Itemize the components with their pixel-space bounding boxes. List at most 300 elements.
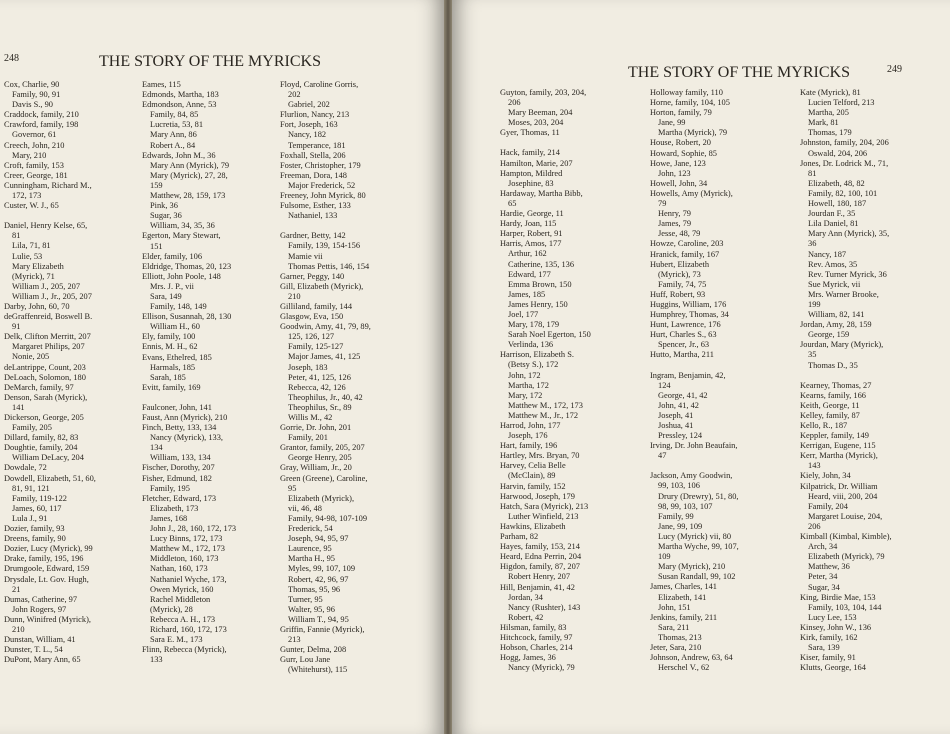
index-entry: Kiely, John, 34 [800,471,851,481]
index-subentry: 172, 173 [12,191,42,201]
index-entry: Fisher, Edmund, 182 [142,473,212,483]
index-subentry: Mary, 210 [12,150,47,160]
index-entry: Edmondson, Anne, 53 [142,100,217,110]
index-subentry: Lila, 71, 81 [12,241,51,251]
index-entry: Cox, Charlie, 90 [4,80,60,89]
index-entry: Guyton, family, 203, 204, [500,88,587,97]
index-entry: Kirk, family, 162 [800,632,858,642]
index-subentry: Rev. Turner Myrick, 36 [808,269,887,279]
index-entry: Floyd, Caroline Gorris, [280,80,359,89]
index-subentry: Thomas D., 35 [808,360,858,370]
index-subentry: Mary (Myrick), 210 [658,562,726,572]
index-subentry: Emma Brown, 150 [508,279,572,289]
index-entry: Flinn, Rebecca (Myrick), [142,645,227,655]
index-subentry: James, 79 [658,219,692,229]
index-subentry: 210 [288,291,301,301]
index-subentry: Temperance, 181 [288,140,346,150]
index-subentry: Mary Ann (Myrick), 79 [150,160,230,170]
index-entry: Darby, John, 60, 70 [4,301,70,311]
index-subentry: Susan Randall, 99, 102 [658,572,736,582]
index-entry: Keith, George, 11 [800,400,860,410]
index-subentry: Lucy Lee, 153 [808,612,857,622]
index-entry: Edmonds, Martha, 183 [142,90,219,100]
index-subentry: (Betsy S.), 172 [508,360,559,370]
index-entry: Eames, 115 [142,80,181,89]
index-entry: Harvey, Celia Belle [500,461,566,471]
index-entry: Hilsman, family, 83 [500,622,567,632]
index-subentry: Peter, 41, 125, 126 [288,372,351,382]
index-subentry: Elizabeth, 141 [658,592,707,602]
index-subentry: 213 [288,635,301,645]
index-entry: Howze, Caroline, 203 [650,239,724,249]
index-entry: Gorrie, Dr. John, 201 [280,423,352,433]
index-subentry: 125, 126, 127 [288,332,335,342]
index-entry: Harwood, Joseph, 179 [500,491,575,501]
index-subentry: Theophilus, Sr., 89 [288,402,352,412]
index-subentry: 206 [808,521,821,531]
index-entry: Jones, Dr. Lodrick M., 71, [800,158,889,168]
index-subentry: Martha, 172 [508,380,549,390]
index-subentry: Nathaniel Wyche, 173, [150,574,227,584]
index-entry: Gurr, Lou Jane [280,655,331,665]
index-entry: Elder, family, 106 [142,251,203,261]
index-entry: Faulconer, John, 141 [142,402,212,412]
index-entry: Harris, Amos, 177 [500,239,562,249]
index-subentry: Margaret Louise, 204, [808,511,883,521]
index-entry: Jordan, Amy, 28, 159 [800,320,872,330]
index-subentry: William J., Jr., 205, 207 [12,291,92,301]
index-subentry: Elizabeth (Myrick), 79 [808,552,885,562]
index-entry: Ely, family, 100 [142,332,196,342]
index-entry: Hampton, Mildred [500,168,563,178]
index-subentry: (Myrick), 28 [150,604,193,614]
index-entry: Dozier, family, 93 [4,524,65,534]
index-entry: Dumas, Catherine, 97 [4,594,78,604]
index-subentry: John Rogers, 97 [12,604,67,614]
index-subentry: Matthew, 28, 159, 173 [150,191,226,201]
index-subentry: Drury (Drewry), 51, 80, [658,491,739,501]
index-subentry: Rev. Amos, 35 [808,259,858,269]
index-subentry: 81 [12,231,21,241]
index-entry: Kilpatrick, Dr. William [800,481,878,491]
index-entry: Kerrigan, Eugene, 115 [800,441,876,451]
index-subentry: Joseph, 183 [288,362,328,372]
index-subentry: Laurence, 95 [288,544,332,554]
index-subentry: 141 [12,402,25,412]
index-entry: Doughtie, family, 204 [4,443,78,453]
index-subentry: Martha H., 95 [288,554,335,564]
index-subentry: Family, 201 [288,433,328,443]
index-section-gap [800,371,940,381]
index-subentry: 133 [150,655,163,665]
index-subentry: Lila Daniel, 81 [808,219,859,229]
index-subentry: Margaret Philips, 207 [12,342,85,352]
index-column [800,88,940,673]
index-subentry: Sara, 139 [808,643,840,653]
running-head-left: THE STORY OF THE MYRICKS [99,53,321,70]
index-subentry: 124 [658,380,671,390]
index-subentry: 202 [288,90,301,100]
index-subentry: Middleton, 160, 173 [150,554,219,564]
index-subentry: Family, 204 [808,501,848,511]
index-entry: Jenkins, family, 211 [650,612,718,622]
index-subentry: Henry, 79 [658,209,691,219]
index-entry: Hutto, Martha, 211 [650,350,714,360]
index-section-gap [650,461,790,471]
index-entry: Kate (Myrick), 81 [800,88,861,97]
index-subentry: Mary (Myrick), 27, 28, [150,170,228,180]
index-subentry: Sugar, 34 [808,582,840,592]
index-subentry: Sara, 211 [658,622,690,632]
index-columns-right [500,88,940,673]
index-subentry: Joseph, 94, 95, 97 [288,534,349,544]
index-subentry: Mark, 81 [808,118,839,128]
index-subentry: Elizabeth, 173 [150,503,199,513]
index-subentry: James, 168 [150,513,188,523]
index-subentry: Robert A., 84 [150,140,196,150]
index-subentry: Lucien Telford, 213 [808,98,875,108]
index-subentry: 159 [150,180,163,190]
page-number-right: 249 [887,64,902,75]
index-entry: Harrison, Elizabeth S. [500,350,574,360]
index-entry: Drysdale, Lt. Gov. Hugh, [4,574,89,584]
index-subentry: Jesse, 48, 79 [658,229,701,239]
index-entry: Keppler, family, 149 [800,431,869,441]
index-subentry: Jourdan F., 35 [808,209,856,219]
index-subentry: Rebecca, 42, 126 [288,382,346,392]
index-subentry: Jordan, 34 [508,592,543,602]
index-entry: Evans, Ethelred, 185 [142,352,212,362]
index-entry: Foxhall, Stella, 206 [280,150,346,160]
index-entry: Crawford, family, 198 [4,120,79,130]
index-subentry: Nonie, 205 [12,352,50,362]
index-entry: Hamilton, Marie, 207 [500,158,573,168]
index-section-gap [500,138,640,148]
index-entry: Johnson, Andrew, 63, 64 [650,653,733,663]
index-entry: Evitt, family, 169 [142,382,201,392]
index-section-gap [142,393,270,403]
index-subentry: Thomas, 213 [658,632,702,642]
index-subentry: Lula J., 91 [12,513,48,523]
index-entry: Drake, family, 195, 196 [4,554,84,564]
index-entry: Dunstan, William, 41 [4,635,76,645]
index-entry: Harper, Robert, 91 [500,229,563,239]
index-subentry: 81, 91, 121 [12,483,50,493]
index-entry: Hitchcock, family, 97 [500,632,573,642]
index-subentry: Mary, 178, 179 [508,320,560,330]
index-subentry: Rebecca A. H., 173 [150,614,216,624]
index-entry: Hardie, George, 11 [500,209,564,219]
index-entry: Eldridge, Thomas, 20, 123 [142,261,232,271]
index-entry: Horne, family, 104, 105 [650,98,730,108]
index-subentry: 143 [808,461,821,471]
index-subentry: Nathaniel, 133 [288,211,338,221]
index-entry: Hayes, family, 153, 214 [500,542,580,552]
index-subentry: 91 [12,322,21,332]
index-subentry: Family, 205 [12,423,52,433]
index-subentry: George, 41, 42 [658,390,708,400]
index-entry: Jeter, Sara, 210 [650,642,702,652]
index-entry: deGraffenreid, Boswell B. [4,312,93,322]
index-entry: Holloway family, 110 [650,88,723,97]
index-section-gap [650,361,790,371]
index-subentry: Jane, 99, 109 [658,521,703,531]
index-subentry: John, 151 [658,602,691,612]
index-entry: Huff, Robert, 93 [650,289,706,299]
index-subentry: Thomas Pettis, 146, 154 [288,261,370,271]
index-subentry: Family, 90, 91 [12,90,61,100]
index-entry: Howe, Jane, 123 [650,158,706,168]
index-entry: Hunt, Lawrence, 176 [650,320,721,330]
index-subentry: James Henry, 150 [508,299,568,309]
index-subentry: Nancy (Myrick), 133, [150,433,224,443]
index-entry: Kearns, family, 166 [800,390,866,400]
index-entry: deLantrippe, Count, 203 [4,362,86,372]
index-subentry: Mrs. J. P., vii [150,281,194,291]
index-subentry: Family, 99 [658,511,694,521]
index-entry: Kiser, family, 91 [800,653,856,663]
index-entry: Elliott, John Poole, 148 [142,271,221,281]
index-entry: Dickerson, George, 205 [4,413,84,422]
index-entry: Foster, Christopher, 179 [280,160,361,170]
index-subentry: Sara E. M., 173 [150,635,203,645]
index-subentry: Sara, 149 [150,291,182,301]
index-subentry: Walter, 95, 96 [288,604,335,614]
index-subentry: Arthur, 162 [508,249,547,259]
index-subentry: 151 [150,241,163,251]
index-subentry: Mary Beeman, 204 [508,108,573,118]
index-subentry: Family, 195 [150,483,190,493]
index-entry: Klutts, George, 164 [800,663,866,673]
book-gutter [444,0,452,734]
index-subentry: Mrs. Warner Brooke, [808,289,879,299]
index-entry: Hill, Benjamin, 41, 42 [500,582,575,592]
index-subentry: Major James, 41, 125 [288,352,361,362]
index-subentry: 79 [658,199,667,209]
index-subentry: Mary Ann (Myrick), 35, [808,229,890,239]
index-subentry: Joel, 177 [508,309,539,319]
index-entry: Dowdell, Elizabeth, 51, 60, [4,473,96,483]
index-entry: Hobson, Charles, 214 [500,643,573,653]
index-subentry: Pink, 36 [150,201,178,211]
index-subentry: 65 [508,198,517,208]
index-subentry: Elizabeth, 48, 82 [808,178,865,188]
index-subentry: Nathan, 160, 173 [150,564,208,574]
index-subentry: 98, 99, 103, 107 [658,501,713,511]
index-subentry: Lucy (Myrick) vii, 80 [658,531,732,541]
index-entry: Gilliland, family, 144 [280,301,353,311]
index-subentry: Harmals, 185 [150,362,196,372]
index-entry: Gyer, Thomas, 11 [500,128,560,138]
index-entry: Gunter, Delma, 208 [280,645,347,655]
index-entry: Gray, William, Jr., 20 [280,463,352,473]
index-entry: Hawkins, Elizabeth [500,521,566,531]
index-section-gap [280,221,408,231]
index-subentry: Family, 148, 149 [150,302,207,312]
index-section-gap [4,211,132,221]
index-entry: Kerr, Martha (Myrick), [800,451,878,461]
index-entry: Grantor, family, 205, 207 [280,443,365,453]
index-subentry: 206 [508,98,521,108]
index-entry: Humphrey, Thomas, 34 [650,310,729,320]
left-page [0,0,444,734]
index-entry: Delk, Clifton Merritt, 207 [4,332,91,342]
index-entry: Griffin, Fannie (Myrick), [280,624,365,634]
index-entry: Fischer, Dorothy, 207 [142,463,215,473]
index-subentry: Governor, 61 [12,130,57,140]
index-subentry: Matthew M., 172, 173 [150,544,225,554]
index-subentry: Nancy (Rushter), 143 [508,602,581,612]
index-subentry: Nancy (Myrick), 79 [508,663,575,673]
index-entry: Goodwin, Amy, 41, 79, 89, [280,322,371,332]
index-entry: Dillard, family, 82, 83 [4,433,79,443]
index-entry: Drumgoole, Edward, 159 [4,564,90,574]
index-subentry: Matthew, 36 [808,562,850,572]
index-subentry: (Whitehurst), 115 [288,665,348,675]
index-entry: Green (Greene), Caroline, [280,473,368,483]
index-subentry: Martha (Myrick), 79 [658,128,728,138]
index-subentry: Edward, 177 [508,269,551,279]
index-subentry: 47 [658,451,667,461]
index-entry: Kelley, family, 87 [800,410,860,420]
index-subentry: Elizabeth (Myrick), [288,493,355,503]
index-subentry: James, 60, 117 [12,503,62,513]
index-subentry: Thomas, 179 [808,128,852,138]
index-entry: Irving, Dr. John Beaufain, [650,441,738,451]
index-subentry: (Myrick), 73 [658,269,701,279]
index-entry: Hart, family, 196 [500,441,558,451]
index-subentry: Arch, 34 [808,542,838,552]
index-subentry: Family, 84, 85 [150,110,199,120]
index-subentry: William J., 205, 207 [12,281,81,291]
index-subentry: 35 [808,350,817,360]
index-entry: Creer, George, 181 [4,170,68,180]
index-subentry: Herschel V., 62 [658,663,710,673]
index-subentry: Family, 94-98, 107-109 [288,513,368,523]
index-entry: Heard, Edna Perrin, 204 [500,552,582,562]
index-subentry: vii, 46, 48 [288,503,322,513]
index-subentry: Major Frederick, 52 [288,180,356,190]
index-entry: Cunningham, Richard M., [4,180,92,190]
index-entry: Dreens, family, 90 [4,534,66,544]
index-subentry: Matthew M., 172, 173 [508,400,583,410]
index-subentry: Spencer, Jr., 63 [658,340,710,350]
index-entry: Daniel, Henry Kelse, 65, [4,221,88,231]
index-entry: James, Charles, 141 [650,582,717,592]
index-entry: Fort, Joseph, 163 [280,120,338,130]
index-entry: Edwards, John M., 36 [142,150,216,160]
index-subentry: Lulie, 53 [12,251,43,261]
index-subentry: (Myrick), 71 [12,271,55,281]
index-entry: Glasgow, Eva, 150 [280,312,344,322]
index-entry: DeMarch, family, 97 [4,382,74,392]
index-subentry: Family, 74, 75 [658,279,707,289]
index-entry: Dowdale, 72 [4,463,47,473]
index-subentry: Family, 103, 104, 144 [808,602,882,612]
index-subentry: Luther Winfield, 213 [508,511,579,521]
index-subentry: Willis M., 42 [288,413,333,422]
index-column [500,88,640,673]
index-subentry: Martha, 205 [808,108,849,118]
index-entry: Custer, W. J., 65 [4,201,59,211]
index-entry: Flurlion, Nancy, 213 [280,110,350,120]
index-subentry: William, 34, 35, 36 [150,221,215,231]
index-subentry: Rachel Middleton [150,594,211,604]
index-entry: Howard, Sophie, 85 [650,148,717,158]
index-subentry: Peter, 34 [808,572,838,582]
index-entry: Hardy, Joan, 115 [500,219,557,229]
index-entry: Denson, Sarah (Myrick), [4,392,88,402]
index-subentry: Catherine, 135, 136 [508,259,575,269]
index-subentry: George Henry, 205 [288,453,352,463]
index-subentry: 21 [12,584,21,594]
index-subentry: William DeLacy, 204 [12,453,84,463]
index-subentry: George, 159 [808,330,850,340]
index-subentry: Theophilus, Jr., 40, 42 [288,392,363,402]
index-entry: Higdon, family, 87, 207 [500,562,580,572]
index-entry: Garner, Peggy, 140 [280,271,345,281]
index-entry: Dunn, Winifred (Myrick), [4,614,91,624]
index-subentry: John J., 28, 160, 172, 173 [150,524,237,534]
index-column [4,80,132,675]
index-entry: Huggins, William, 176 [650,299,727,309]
index-entry: Faust, Ann (Myrick), 210 [142,413,228,422]
index-subentry: Family, 125-127 [288,342,344,352]
index-entry: Ellison, Susannah, 28, 130 [142,312,232,322]
index-entry: Hardaway, Martha Bibb, [500,188,583,198]
index-subentry: William H., 60 [150,322,200,332]
index-entry: Ennis, M. H., 62 [142,342,198,352]
index-entry: DuPont, Mary Ann, 65 [4,655,81,665]
index-entry: DeLoach, Solomon, 180 [4,372,86,382]
index-subentry: Sugar, 36 [150,211,182,221]
index-entry: Hogg, James, 36 [500,653,556,663]
index-subentry: 109 [658,552,671,562]
index-subentry: Family, 119-122 [12,493,67,503]
index-subentry: Mary Elizabeth [12,261,64,271]
index-entry: Freeman, Dora, 148 [280,170,347,180]
index-entry: Hack, family, 214 [500,148,560,158]
index-subentry: John, 123 [658,168,691,178]
index-entry: Gardner, Betty, 142 [280,231,346,241]
index-entry: Kearney, Thomas, 27 [800,380,872,390]
index-subentry: John, 172 [508,370,541,380]
index-subentry: 134 [150,443,163,453]
index-entry: Johnston, family, 204, 206 [800,138,889,148]
index-subentry: 210 [12,624,25,634]
index-subentry: Joseph, 41 [658,410,694,420]
index-subentry: Sue Myrick, vii [808,279,861,289]
index-column [650,88,790,673]
index-subentry: 99, 103, 106 [658,481,700,491]
index-subentry: Turner, 95 [288,594,323,604]
index-subentry: Nancy, 187 [808,249,847,259]
index-subentry: Joshua, 41 [658,421,694,430]
index-subentry: Lucretia, 53, 81 [150,120,204,130]
index-subentry: Owen Myrick, 160 [150,584,214,594]
index-entry: Howell, John, 34 [650,178,708,188]
index-subentry: William, 82, 141 [808,310,865,320]
index-subentry: Pressley, 124 [658,431,703,441]
index-subentry: Nancy, 182 [288,130,327,140]
index-subentry: Mary Ann, 86 [150,130,197,140]
index-entry: Finch, Betty, 133, 134 [142,423,217,433]
index-subentry: Heard, viii, 200, 204 [808,491,878,501]
index-entry: Parham, 82 [500,532,539,542]
index-entry: Howells, Amy (Myrick), [650,188,733,198]
index-entry: Horton, family, 79 [650,108,712,118]
index-entry: Croft, family, 153 [4,160,64,170]
